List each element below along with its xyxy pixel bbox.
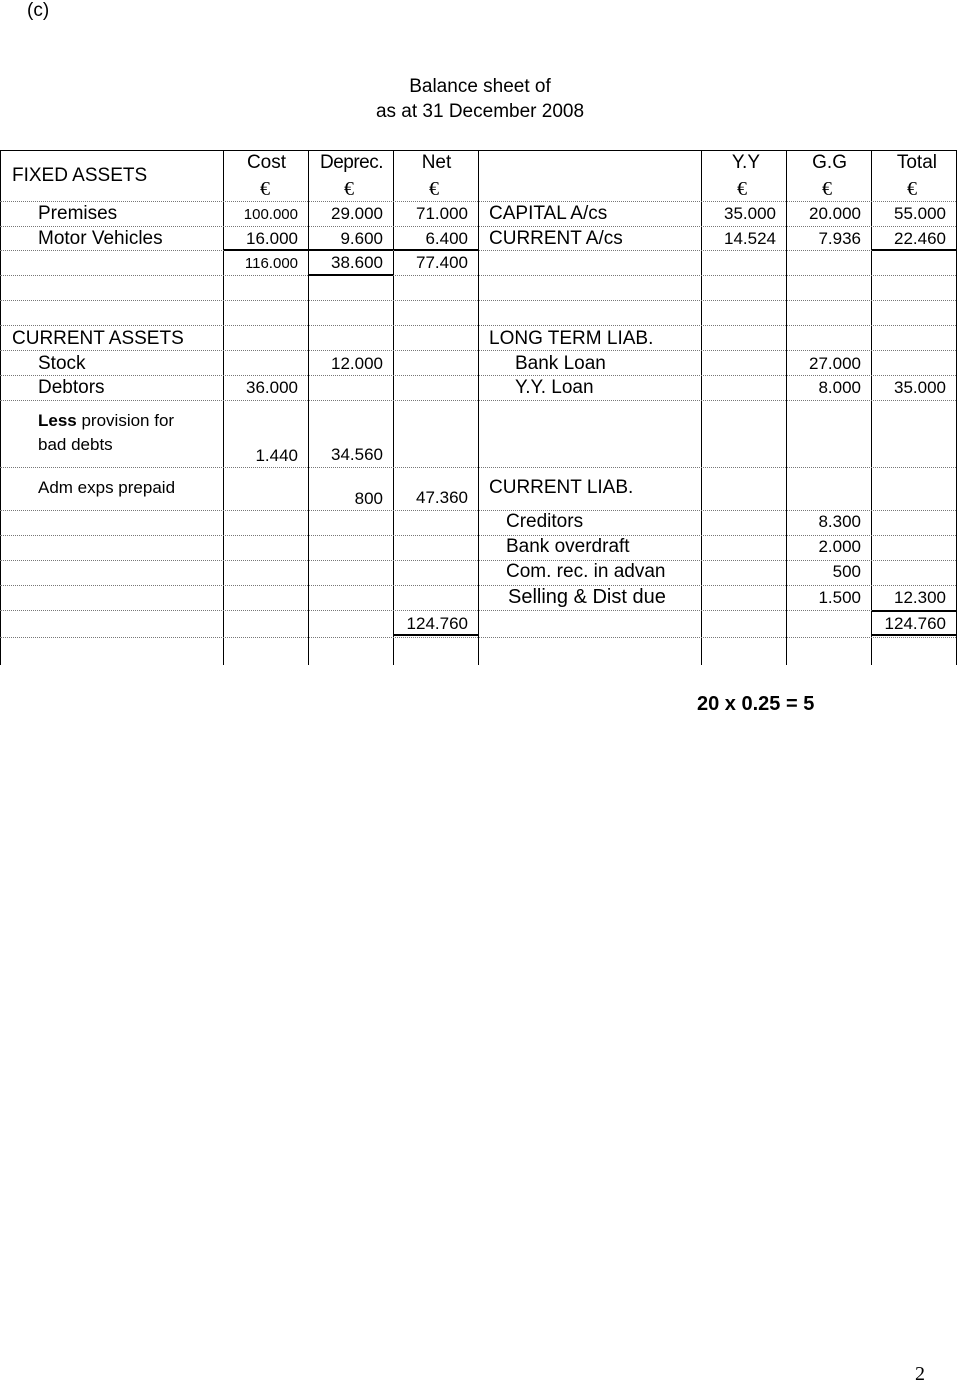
debtors-label: Debtors (38, 377, 105, 398)
debtors-value: 36.000 (246, 378, 298, 397)
fixed-assets-total-deprec: 38.600 (331, 253, 383, 272)
premises-cost: 100.000 (243, 206, 298, 223)
adm-exps-value: 800 (354, 489, 383, 508)
euro-symbol-yy: € (737, 178, 747, 200)
gg-header: G.G (812, 152, 847, 173)
current-ac-yy: 14.524 (724, 229, 776, 248)
capital-ac-label: CAPITAL A/cs (489, 203, 608, 224)
yy-loan-label: Y.Y. Loan (515, 377, 594, 398)
current-ac-label: CURRENT A/cs (489, 228, 623, 249)
euro-symbol-total: € (907, 178, 917, 200)
fixed-assets-total-cost: 116.000 (244, 255, 298, 272)
cost-header: Cost (246, 152, 287, 173)
premises-net: 71.000 (416, 204, 468, 223)
page-number: 2 (915, 1363, 925, 1385)
liabilities-grand-total: 124.760 (884, 614, 946, 633)
creditors-label: Creditors (506, 511, 584, 532)
euro-symbol-deprec: € (344, 178, 354, 200)
assets-grand-total: 124.760 (406, 614, 468, 633)
bank-loan-label: Bank Loan (515, 353, 606, 374)
bank-overdraft-value: 2.000 (818, 537, 861, 556)
com-rec-label: Com. rec. in advan (506, 561, 666, 582)
net-header: Net (421, 152, 452, 173)
title-line-1: Balance sheet of (409, 76, 551, 97)
current-ac-total: 22.460 (894, 229, 946, 248)
current-ac-gg: 7.936 (818, 229, 861, 248)
fixed-assets-heading: FIXED ASSETS (12, 165, 148, 186)
fixed-assets-total-net: 77.400 (416, 253, 468, 272)
motor-vehicles-cost: 16.000 (246, 229, 298, 248)
title-line-2: as at 31 December 2008 (375, 101, 585, 122)
motor-vehicles-net: 6.400 (425, 229, 468, 248)
current-assets-heading: CURRENT ASSETS (12, 328, 184, 349)
total-header: Total (896, 152, 937, 173)
yy-loan-value: 8.000 (818, 378, 861, 397)
capital-ac-gg: 20.000 (809, 204, 861, 223)
current-liab-heading: CURRENT LIAB. (489, 477, 634, 498)
yy-loan-total: 35.000 (894, 378, 946, 397)
provision-label-line-2: bad debts (38, 435, 113, 454)
euro-symbol-cost: € (260, 178, 270, 200)
provision-rest: provision for (76, 411, 175, 430)
motor-vehicles-deprec: 9.600 (340, 229, 383, 248)
capital-ac-yy: 35.000 (724, 204, 776, 223)
adm-exps-label: Adm exps prepaid (38, 478, 176, 497)
long-term-liab-heading: LONG TERM LIAB. (489, 328, 654, 349)
stock-label: Stock (38, 353, 86, 374)
premises-deprec: 29.000 (331, 204, 383, 223)
com-rec-value: 500 (832, 562, 861, 581)
deprec-header: Deprec. (319, 152, 384, 173)
premises-label: Premises (38, 203, 118, 224)
provision-value: 1.440 (255, 446, 298, 465)
bank-loan-value: 27.000 (809, 354, 861, 373)
selling-dist-label: Selling & Dist due (508, 586, 666, 608)
creditors-value: 8.300 (818, 512, 861, 531)
section-label: (c) (27, 0, 50, 21)
current-liab-total: 12.300 (894, 588, 946, 607)
current-assets-sum: 47.360 (416, 488, 468, 507)
euro-symbol-net: € (429, 178, 439, 200)
stock-value: 12.000 (331, 354, 383, 373)
bank-overdraft-label: Bank overdraft (506, 536, 630, 557)
selling-dist-value: 1.500 (818, 588, 861, 607)
capital-ac-total: 55.000 (894, 204, 946, 223)
provision-label-line-1 (38, 411, 174, 431)
provision-less: Less (38, 411, 77, 430)
net-debtors-value: 34.560 (331, 445, 383, 464)
motor-vehicles-label: Motor Vehicles (38, 228, 163, 249)
score-note: 20 x 0.25 = 5 (697, 693, 815, 715)
yy-header: Y.Y (731, 152, 760, 173)
euro-symbol-gg: € (822, 178, 832, 200)
